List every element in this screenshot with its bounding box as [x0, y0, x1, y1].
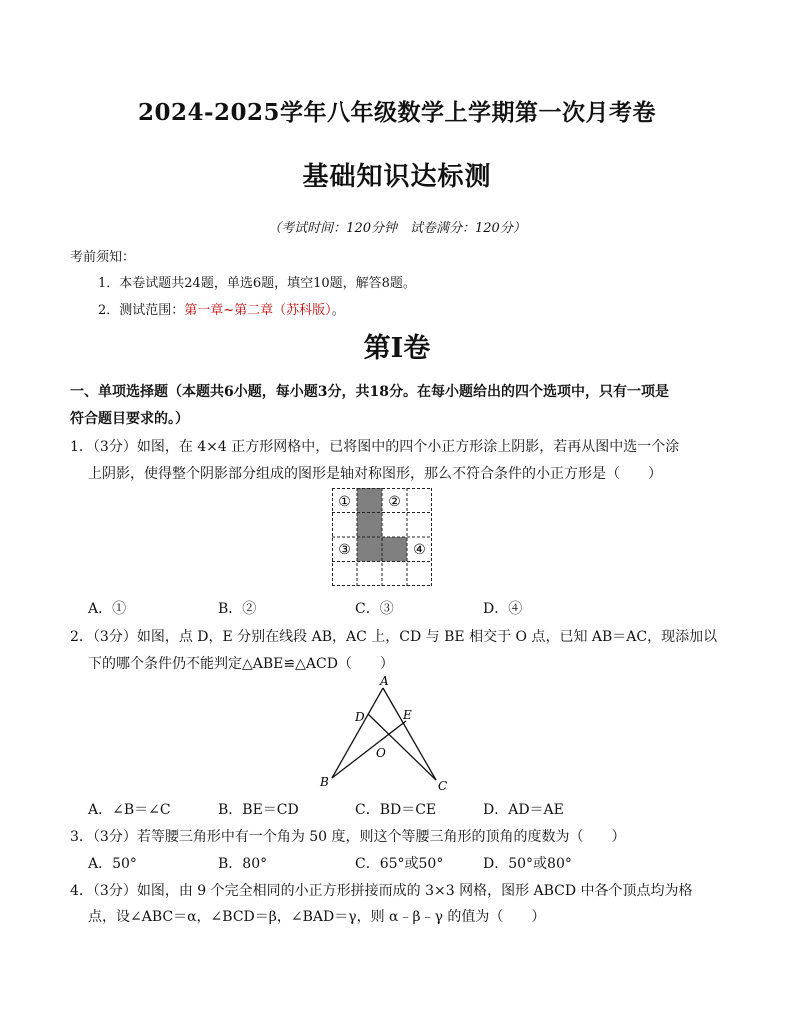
- shaded-square: [357, 513, 382, 538]
- exam-title: 2024-2025学年八年级数学上学期第一次月考卷: [137, 99, 657, 126]
- q1-option-d[interactable]: D．④: [483, 601, 523, 617]
- point-d: D: [355, 710, 365, 724]
- notes-item-2-prefix: 2．测试范围：: [98, 303, 185, 318]
- notes-item-1: 1．本卷试题共24题，单选6题，填空10题，解答8题。: [98, 276, 416, 291]
- q2-triangle-figure: [310, 674, 460, 794]
- q1-option-a[interactable]: A．①: [88, 601, 127, 617]
- q1-line-1: 1．（3分）如图，在 4×4 正方形网格中，已将图中的四个小正方形涂上阴影，若再从图中选一个涂: [70, 439, 680, 455]
- grid-label-3: ③: [338, 542, 351, 558]
- q3-option-a[interactable]: A．50°: [88, 856, 137, 872]
- notes-item-2: [98, 299, 345, 318]
- exam-subtitle: 基础知识达标测: [302, 162, 492, 192]
- point-o: O: [376, 746, 386, 760]
- q1-option-b[interactable]: B．②: [218, 601, 257, 617]
- section-1-line-2: 符合题目要求的。）: [70, 411, 189, 427]
- shaded-square: [382, 537, 407, 562]
- q1-line-2: 上阴影，使得整个阴影部分组成的图形是轴对称图形，那么不符合条件的小正方形是（ ）: [88, 466, 662, 482]
- q3-option-c[interactable]: C．65°或50°: [355, 856, 444, 872]
- q2-option-b[interactable]: B．BE＝CD: [218, 802, 299, 818]
- section-1-line-1: 一、单项选择题（本题共6小题，每小题3分，共18分。在每小题给出的四个选项中，只有一项是: [70, 384, 669, 400]
- point-b: B: [320, 775, 329, 789]
- shaded-square: [357, 537, 382, 562]
- q3-option-b[interactable]: B．80°: [218, 856, 268, 872]
- q4-line-1: 4．（3分）如图，由 9 个完全相同的小正方形拼接而成的 3×3 网格，图形 ABCD 中各个顶点均为格: [70, 883, 693, 899]
- exam-info: （考试时间：120分钟 试卷满分：120分）: [268, 221, 526, 236]
- q3-option-d[interactable]: D．50°或80°: [483, 856, 572, 872]
- q1-option-c[interactable]: C．③: [355, 601, 394, 617]
- q2-option-a[interactable]: A．∠B＝∠C: [88, 802, 171, 818]
- point-a: A: [380, 674, 389, 688]
- shaded-square: [357, 488, 382, 513]
- grid-label-4: ④: [413, 542, 426, 558]
- grid-label-1: ①: [338, 494, 351, 510]
- q2-line-2: 下的哪个条件仍不能判定△ABE≌△ACD（ ）: [88, 656, 394, 672]
- volume-title: 第Ⅰ卷: [363, 333, 431, 364]
- q2-option-d[interactable]: D．AD＝AE: [483, 802, 564, 818]
- grid-label-2: ②: [388, 494, 401, 510]
- notes-item-2-suffix: 。: [331, 303, 345, 318]
- q3-line-1: 3．（3分）若等腰三角形中有一个角为 50 度，则这个等腰三角形的顶角的度数为（ ）: [70, 829, 626, 845]
- q2-option-c[interactable]: C．BD＝CE: [355, 802, 437, 818]
- q2-line-1: 2．（3分）如图，点 D，E 分别在线段 AB，AC 上，CD 与 BE 相交于 O 点，已知 AB＝AC，现添加以: [70, 629, 718, 645]
- notes-heading: 考前须知：: [70, 250, 136, 265]
- q1-grid-figure: [332, 488, 432, 586]
- test-scope: 第一章~第二章（苏科版）: [184, 303, 332, 318]
- point-e: E: [403, 708, 412, 722]
- q4-line-2: 点，设∠ABC＝α，∠BCD＝β，∠BAD＝γ，则 α﹣β﹣γ 的值为（ ）: [88, 909, 546, 925]
- point-c: C: [438, 779, 448, 793]
